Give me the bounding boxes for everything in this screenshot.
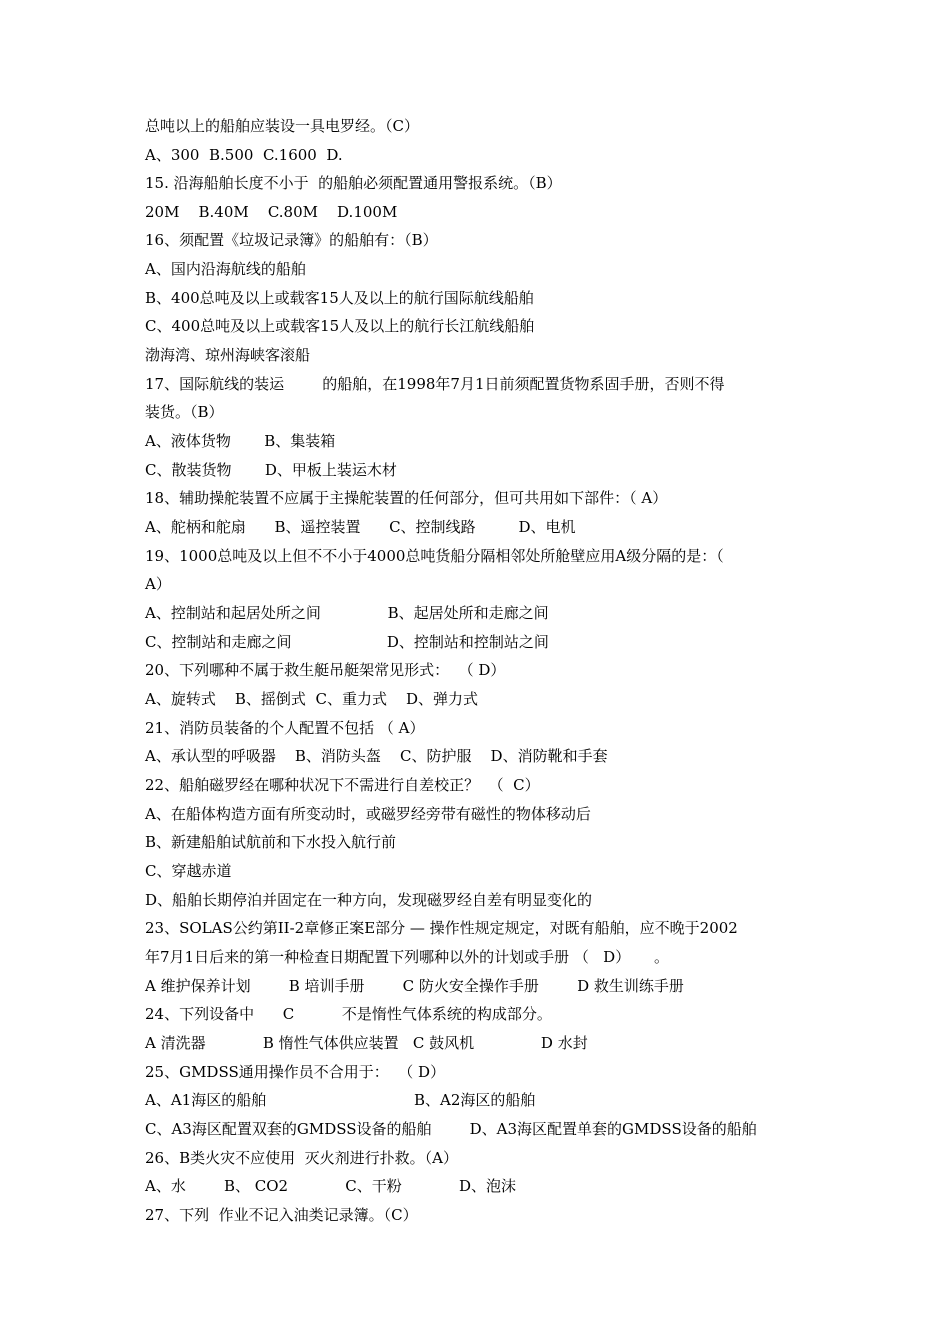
text-line: C、穿越赤道 [145,862,232,880]
text-line: 27、下列 作业不记入油类记录簿。（C） [145,1206,418,1224]
text-line: 26、B类火灾不应使用 灭火剂进行扑救。（A） [145,1149,458,1167]
text-line: 25、GMDSS通用操作员不合用于： （ D） [145,1063,446,1081]
text-line: A、液体货物 B、集装箱 [145,432,336,450]
text-line: C、A3海区配置双套的GMDSS设备的船舶 D、A3海区配置单套的GMDSS设备的船舶 [145,1120,757,1138]
text-line: B、新建船舶试航前和下水投入航行前 [145,833,397,851]
text-line: A、旋转式 B、摇倒式 C、重力式 D、弹力式 [145,690,479,708]
text-line: A、A1海区的船舶 B、A2海区的船舶 [145,1091,536,1109]
text-line: 15. 沿海船舶长度不小于 的船舶必须配置通用警报系统。（B） [145,174,562,192]
text-line: 总吨以上的船舶应装设一具电罗经。（C） [145,117,419,135]
text-line: B、400总吨及以上或载客15人及以上的航行国际航线船舶 [145,289,534,307]
text-line: 24、下列设备中 C 不是惰性气体系统的构成部分。 [145,1005,552,1023]
text-line: A、在船体构造方面有所变动时，或磁罗经旁带有磁性的物体移动后 [145,805,591,823]
text-line: 20M B.40M C.80M D.100M [145,203,398,221]
text-line: A、国内沿海航线的船舶 [145,260,306,278]
text-line: 18、辅助操舵装置不应属于主操舵装置的任何部分，但可共用如下部件：（ A） [145,489,668,507]
text-line: A 清洗器 B 惰性气体供应装置 C 鼓风机 D 水封 [145,1034,588,1052]
text-line: 17、国际航线的装运 的船舶，在1998年7月1日前须配置货物系固手册，否则不得 [145,375,725,393]
text-line: 23、SOLAS公约第II-2章修正案E部分 — 操作性规定规定，对既有船舶，应不晚于2002 [145,919,738,937]
text-line: A、承认型的呼吸器 B、消防头盔 C、防护服 D、消防靴和手套 [145,747,608,765]
text-line: C、散装货物 D、甲板上装运木材 [145,461,397,479]
text-line: A） [145,575,171,593]
text-line: 年7月1日后来的第一种检查日期配置下列哪种以外的计划或手册 （ D） 。 [145,948,670,966]
text-line: A、300 B.500 C.1600 D. [145,146,343,164]
text-line: 20、下列哪种不属于救生艇吊艇架常见形式： （ D） [145,661,506,679]
text-line: C、400总吨及以上或载客15人及以上的航行长江航线船舶 [145,317,535,335]
text-line: A、舵柄和舵扇 B、遥控装置 C、控制线路 D、电机 [145,518,576,536]
text-line: 19、1000总吨及以上但不不小于4000总吨货船分隔相邻处所舱壁应用A级分隔的是：（ [145,547,724,565]
text-line: 渤海湾、琼州海峡客滚船 [145,346,311,364]
text-line: 16、须配置《垃圾记录簿》的船舶有：（B） [145,231,438,249]
text-line: C、控制站和走廊之间 D、控制站和控制站之间 [145,633,549,651]
text-line: A、控制站和起居处所之间 B、起居处所和走廊之间 [145,604,549,622]
text-line: 装货。（B） [145,403,224,421]
text-line: 21、消防员装备的个人配置不包括 （ A） [145,719,425,737]
text-line: D、船舶长期停泊并固定在一种方向，发现磁罗经自差有明显变化的 [145,891,593,909]
text-line: A、水 B、 CO2 C、干粉 D、泡沫 [145,1177,517,1195]
text-line: A 维护保养计划 B 培训手册 C 防火安全操作手册 D 救生训练手册 [145,977,684,995]
text-line: 22、船舶磁罗经在哪种状况下不需进行自差校正？ （ C） [145,776,540,794]
